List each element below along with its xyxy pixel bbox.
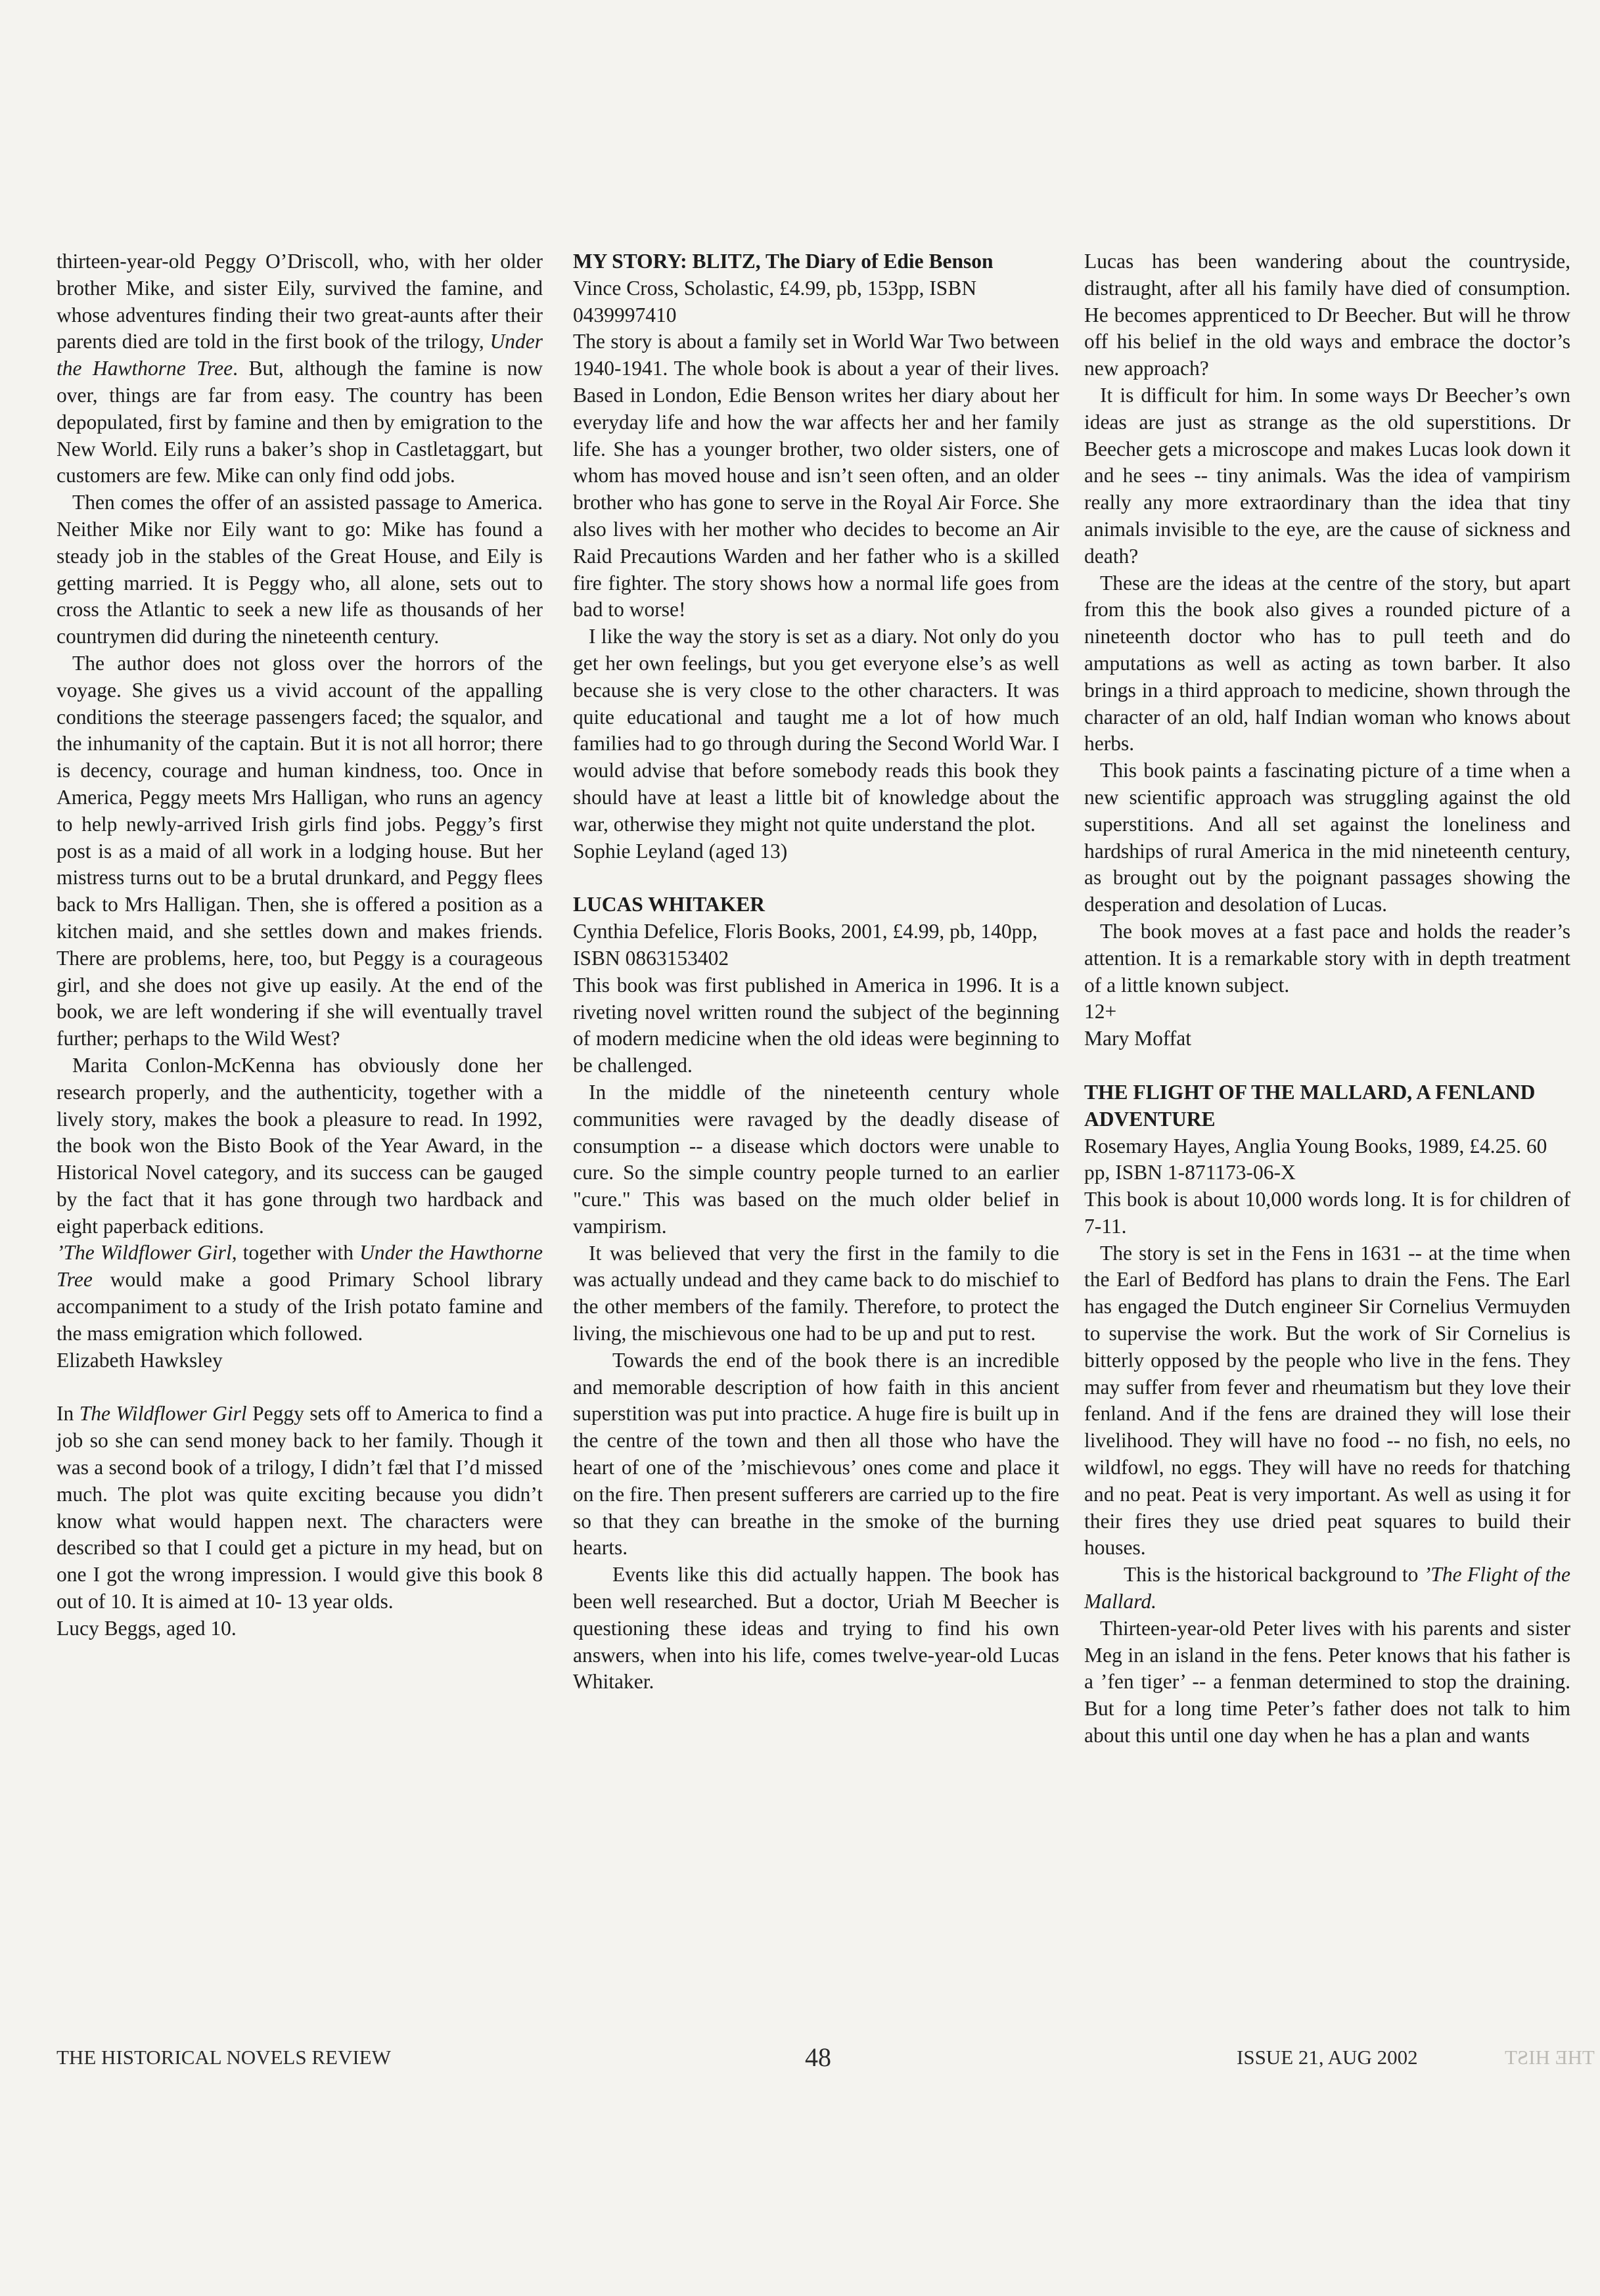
book-details: Rosemary Hayes, Anglia Young Books, 1989, £4.25. 60 pp, ISBN 1-871173-06-X — [1084, 1134, 1547, 1184]
age-range: 12+ — [1084, 1000, 1117, 1024]
bleed-through-text: THE HIST — [1505, 2046, 1595, 2069]
review-paragraph: In The Wildflower Girl Peggy sets off to America to find a job so she can send money back to her family. Though it was a second book of a trilogy, I didn’t fæl that I’d missed much. The plot was quite exciting because you didn’t know what would happen next. The characters were described so that I could get a picture in my head, but on one I got the wrong impression. I would give this book 8 out of 10. It is aimed at 10- 13 year olds. — [57, 1402, 543, 1613]
review-paragraph: This is the historical background to ’The Flight of the Mallard. — [1084, 1563, 1570, 1613]
review-paragraph: I like the way the story is set as a diary. Not only do you get her own feelings, but you get everyone else’s as well because she is very close to the other characters. It was quite educational and taught me a lot of how much families had to go through during the Second World War. I would advise that before somebody reads this book they should have at least a little bit of knowledge about the war, otherwise they might not quite understand the plot. — [573, 625, 1059, 836]
review-paragraph: Thirteen-year-old Peter lives with his parents and sister Meg in an island in the fens. Peter knows that his father is a ’fen tiger’ -- a fenman determined to stop the draining. But for a long time Peter’s father does not talk to him about this until one day when he has a plan and wants — [1084, 1616, 1570, 1747]
review-paragraph: This book was first published in America in 1996. It is a riveting novel written round the subject of the beginning of modern medicine when the old ideas were beginning to be challenged. — [573, 973, 1059, 1077]
reviewer-signature: Elizabeth Hawksley — [57, 1348, 223, 1372]
column-middle — [573, 248, 1059, 1696]
footer-publication: THE HISTORICAL NOVELS REVIEW — [57, 2046, 391, 2069]
review-paragraph: It is difficult for him. In some ways Dr Beecher’s own ideas are just as strange as the old superstitions. Dr Beecher gets a microscope and makes Lucas look down it and he sees -- tiny animals. Was the idea of vampirism really any more extraordinary than the idea that tiny animals invisible to the eye, are the cause of sickness and death? — [1084, 383, 1570, 568]
review-paragraph: The book moves at a fast pace and holds the reader’s attention. It is a remarkable story with in depth treatment of a little known subject. — [1084, 919, 1570, 997]
review-heading: MY STORY: BLITZ, The Diary of Edie Benson — [573, 250, 994, 273]
review-paragraph: The story is set in the Fens in 1631 -- at the time when the Earl of Bedford has plans to drain the Fens. The Earl has engaged the Dutch engineer Sir Cornelius Vermuyden to supervise the work. But the work of Sir Cornelius is bitterly opposed by the people who live in the fens. They may suffer from fever and rheumatism but they love their fenland. And if the fens are drained they will lose their livelihood. They will have no food -- no fish, no eels, no wildfowl, no eggs. They will have no reeds for thatching and no peat. Peat is very important. As well as using it for their fires they use dried peat squares to build their houses. — [1084, 1241, 1570, 1560]
book-title: ’The Flight of the Mallard. — [1084, 1563, 1570, 1613]
review-heading: LUCAS WHITAKER — [573, 893, 766, 916]
book-details: Vince Cross, Scholastic, £4.99, pb, 153pp, ISBN 0439997410 — [573, 276, 977, 326]
book-details: Cynthia Defelice, Floris Books, 2001, £4.99, pb, 140pp, ISBN 0863153402 — [573, 920, 1038, 970]
review-paragraph: This book is about 10,000 words long. It is for children of 7-11. — [1084, 1188, 1570, 1238]
review-paragraph: In the middle of the nineteenth century whole communities were ravaged by the deadly disease of consumption -- a disease which doctors were unable to cure. So the simple country people turned to an earlier "cure." This was based on the much older belief in vampirism. — [573, 1080, 1059, 1238]
book-title: Under the Hawthorne Tree — [57, 330, 543, 380]
review-paragraph: The author does not gloss over the horrors of the voyage. She gives us a vivid account of the appalling conditions the steerage passengers faced; the squalor, and the inhumanity of the captain. But it is not all horror; there is decency, courage and human kindness, too. Once in America, Peggy meets Mrs Halligan, who runs an agency to help newly-arrived Irish girls find jobs. Peggy’s first post is as a maid of all work in a lodging house. But her mistress turns out to be a brutal drunkard, and Peggy flees back to Mrs Halligan. Then, she is offered a position as a kitchen maid, and she settles down and makes friends. There are problems, here, too, but Peggy is a courageous girl, and she does not give up easily. At the end of the book, we are left wondering if she will eventually travel further; perhaps to the Wild West? — [57, 651, 543, 1050]
review-paragraph: Events like this did actually happen. The book has been well researched. But a doctor, Uriah M Beecher is questioning these ideas and trying to find his own answers, when into his life, comes twelve-year-old Lucas Whitaker. — [573, 1563, 1059, 1694]
review-paragraph: thirteen-year-old Peggy O’Driscoll, who, with her older brother Mike, and sister Eily, survived the famine, and whose adventures finding their two great-aunts after their parents died are told in the first book of the trilogy, Under the Hawthorne Tree. But, although the famine is now over, things are far from easy. The country has been depopulated, first by famine and then by emigration to the New World. Eily runs a baker’s shop in Castletaggart, but customers are few. Mike can only find odd jobs. — [57, 250, 543, 487]
review-paragraph: Marita Conlon-McKenna has obviously done her research properly, and the authenticity, together with a lively story, makes the book a pleasure to read. In 1992, the book won the Bisto Book of the Year Award, in the Historical Novel category, and its success can be gauged by the fact that it has gone through two hardback and eight paperback editions. — [57, 1053, 543, 1238]
review-paragraph: Towards the end of the book there is an incredible and memorable description of how faith in this ancient superstition was put into practice. A huge fire is built up in the centre of the town and then all those who have the heart of one of the ’mischievous’ ones come and place it on the fire. Then present sufferers are carried up to the fire so that they can breathe in the smoke of the burning hearts. — [573, 1348, 1059, 1560]
review-paragraph: These are the ideas at the centre of the story, but apart from this the book also gives a rounded picture of a nineteenth doctor who has to pull teeth and do amputations as well as acting as town barber. It also brings in a third approach to medicine, shown through the character of an old, half Indian woman who knows about herbs. — [1084, 571, 1570, 755]
reviewer-signature: Lucy Beggs, aged 10. — [57, 1616, 237, 1640]
footer-page-number: 48 — [805, 2042, 831, 2072]
review-heading: THE FLIGHT OF THE MALLARD, A FENLAND ADVENTURE — [1084, 1080, 1536, 1131]
review-paragraph: It was believed that very the first in the family to die was actually undead and they came back to do mischief to the other members of the family. Therefore, to protect the living, the mischievous one had to be up and put to rest. — [573, 1241, 1059, 1345]
review-paragraph: ’The Wildflower Girl, together with Under the Hawthorne Tree would make a good Primary School library accompaniment to a study of the Irish potato famine and the mass emigration which followed. — [57, 1241, 543, 1345]
book-title: The Wildflower Girl — [79, 1402, 247, 1426]
reviewer-signature: Sophie Leyland (aged 13) — [573, 839, 788, 863]
review-paragraph: This book paints a fascinating picture of a time when a new scientific approach was struggling against the old superstitions. And all set against the loneliness and hardships of rural America in the mid nineteenth century, as brought out by the poignant passages showing the desperation and desolation of Lucas. — [1084, 759, 1570, 916]
footer-issue: ISSUE 21, AUG 2002 — [1237, 2046, 1418, 2069]
review-paragraph: Then comes the offer of an assisted passage to America. Neither Mike nor Eily want to go: Mike has found a steady job in the stables of the Great House, and Eily is getting married. It is Peggy who, all alone, sets out to cross the Atlantic to seek a new life as thousands of her countrymen did during the nineteenth century. — [57, 491, 543, 648]
reviewer-signature: Mary Moffat — [1084, 1027, 1192, 1050]
column-left — [57, 248, 543, 1642]
column-right — [1084, 248, 1570, 1749]
book-title: Under the Hawthorne Tree — [57, 1241, 543, 1292]
review-paragraph: Lucas has been wandering about the countryside, distraught, after all his family have died of consumption. He becomes apprenticed to Dr Beecher. But will he throw off his belief in the old ways and embrace the doctor’s new approach? — [1084, 250, 1570, 380]
book-title: ’The Wildflower Girl — [57, 1241, 232, 1265]
review-paragraph: The story is about a family set in World War Two between 1940-1941. The whole book is about a year of their lives. Based in London, Edie Benson writes her diary about her everyday life and how the war affects her and her family life. She has a younger brother, two older sisters, one of whom has moved house and isn’t seen often, and an older brother who has gone to serve in the Royal Air Force. She also lives with her mother who decides to become an Air Raid Precautions Warden and her father who is a skilled fire fighter. The story shows how a normal life goes from bad to worse! — [573, 330, 1059, 621]
